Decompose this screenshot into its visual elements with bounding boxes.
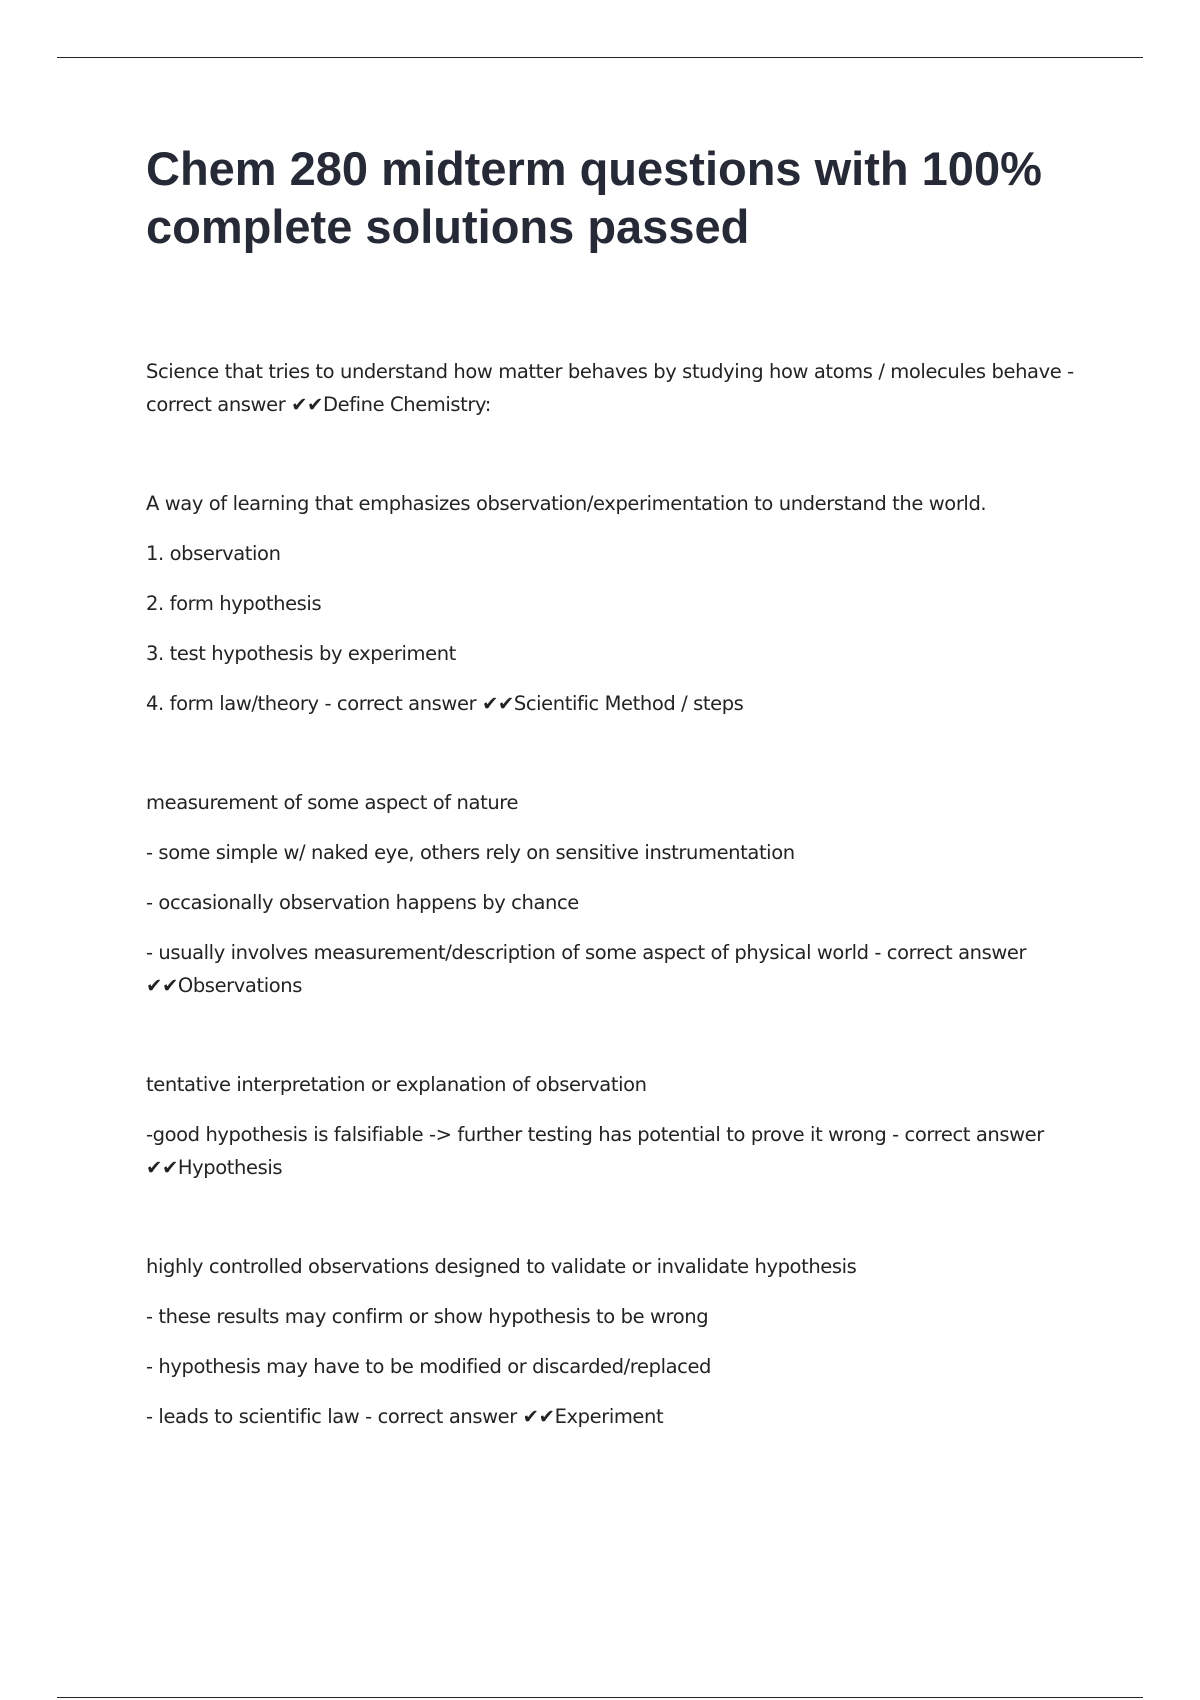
qa-line: 2. form hypothesis (146, 592, 322, 615)
qa-line: 3. test hypothesis by experiment (146, 642, 456, 665)
qa-line: tentative interpretation or explanation of observation (146, 1073, 647, 1096)
qa-line: A way of learning that emphasizes observation/experimentation to understand the world. (146, 492, 987, 515)
qa-line: -good hypothesis is falsifiable -> further testing has potential to prove it wrong - correct answer ✔✔Hypothesis (146, 1123, 1044, 1179)
document-title: Chem 280 midterm questions with 100% complete solutions passed (146, 142, 1042, 253)
qa-line: - leads to scientific law - correct answer ✔✔Experiment (146, 1405, 664, 1428)
bottom-divider (57, 1697, 1143, 1698)
top-divider (57, 57, 1143, 58)
qa-line: - these results may confirm or show hypothesis to be wrong (146, 1305, 709, 1328)
qa-entry-experiment (146, 1250, 1091, 1433)
qa-line: 4. form law/theory - correct answer ✔✔Scientific Method / steps (146, 692, 744, 715)
qa-line: 1. observation (146, 542, 281, 565)
qa-line: - hypothesis may have to be modified or discarded/replaced (146, 1355, 712, 1378)
qa-entry-observations (146, 786, 1091, 1002)
qa-line: - occasionally observation happens by chance (146, 891, 579, 914)
qa-line: highly controlled observations designed to validate or invalidate hypothesis (146, 1255, 857, 1278)
qa-line: measurement of some aspect of nature (146, 791, 519, 814)
qa-line: - some simple w/ naked eye, others rely on sensitive instrumentation (146, 841, 795, 864)
qa-line: - usually involves measurement/description of some aspect of physical world - correct answer ✔✔Observations (146, 941, 1027, 997)
qa-line: Science that tries to understand how matter behaves by studying how atoms / molecules behave - correct answer ✔✔Define Chemistry: (146, 360, 1074, 416)
document-body (146, 140, 1091, 1499)
qa-entry-define-chemistry (146, 355, 1091, 421)
qa-entry-hypothesis (146, 1068, 1091, 1184)
qa-entry-scientific-method (146, 487, 1091, 720)
